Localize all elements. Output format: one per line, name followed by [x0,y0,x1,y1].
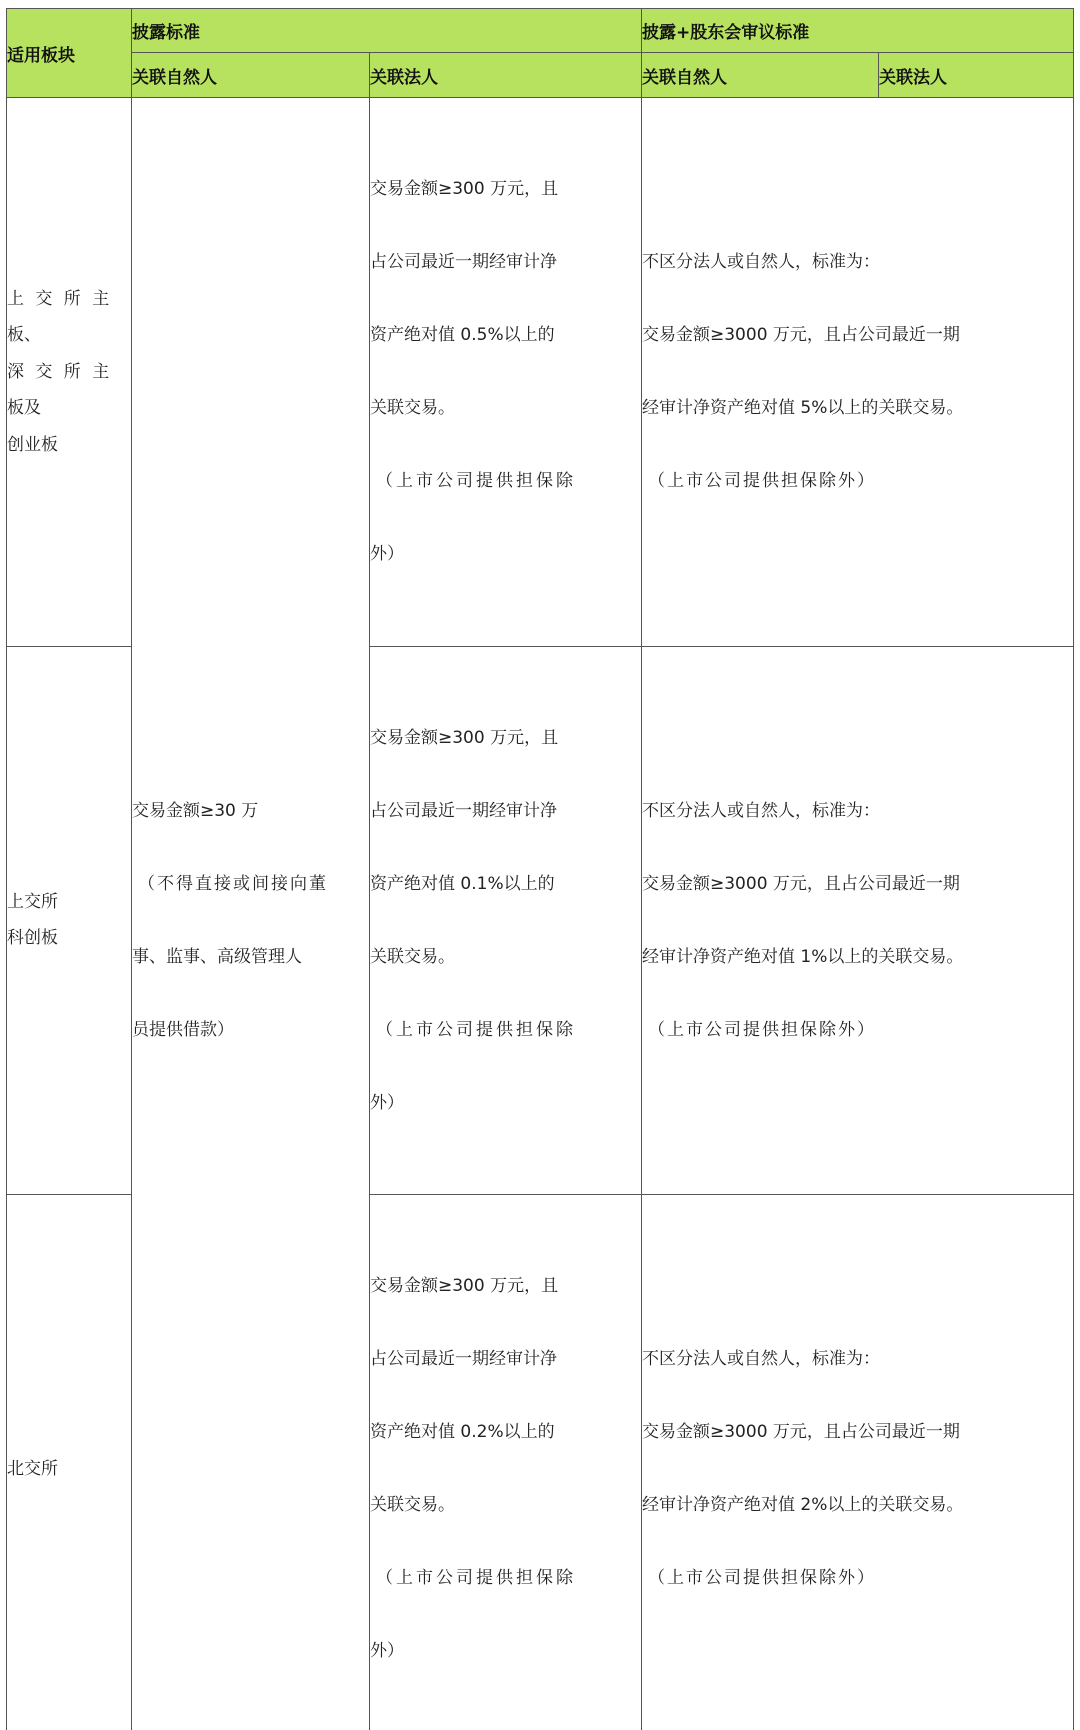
natural-person-line: 事、监事、高级管理人 [132,939,369,976]
legal-line: 资产绝对值 0.2%以上的 [370,1414,641,1451]
legal-line: （上市公司提供担保除 [370,1560,641,1597]
meeting-standard-cell [642,1195,1074,1730]
meeting-line: 交易金额≥3000 万元，且占公司最近一期 [642,1414,1073,1451]
header-legal-person-meeting: 关联法人 [879,53,1074,98]
board-line: 北交所 [7,1451,131,1488]
board-line: 上交所 [7,884,131,921]
meeting-line: 交易金额≥3000 万元，且占公司最近一期 [642,866,1073,903]
legal-line: 关联交易。 [370,939,641,976]
meeting-line: （上市公司提供担保除外） [642,463,1073,500]
legal-person-disclosure-cell [370,98,642,647]
legal-person-disclosure-cell [370,646,642,1195]
legal-line: （上市公司提供担保除 [370,463,641,500]
header-natural-person-disclosure: 关联自然人 [132,53,370,98]
natural-person-line: （不得直接或间接向董 [132,866,369,903]
meeting-line: 不区分法人或自然人，标准为： [642,244,1073,281]
natural-person-line: 员提供借款） [132,1012,369,1049]
legal-line: 占公司最近一期经审计净 [370,793,641,830]
legal-line: 资产绝对值 0.5%以上的 [370,317,641,354]
natural-person-disclosure-cell [132,98,370,1730]
meeting-line: （上市公司提供担保除外） [642,1560,1073,1597]
legal-line: 外） [370,536,641,573]
legal-line: （上市公司提供担保除 [370,1012,641,1049]
header-natural-person-meeting: 关联自然人 [642,53,879,98]
header-board: 适用板块 [7,9,132,98]
legal-line: 外） [370,1085,641,1122]
legal-line: 关联交易。 [370,390,641,427]
board-cell [7,1195,132,1730]
meeting-line: 不区分法人或自然人，标准为： [642,1341,1073,1378]
board-line: 深 交 所 主 [7,354,131,391]
legal-line: 占公司最近一期经审计净 [370,244,641,281]
legal-line: 占公司最近一期经审计净 [370,1341,641,1378]
board-cell [7,98,132,647]
board-line: 创业板 [7,427,131,464]
board-cell [7,646,132,1195]
board-line: 科创板 [7,920,131,957]
header-disclosure-meeting-standard: 披露+股东会审议标准 [642,9,1074,53]
meeting-standard-cell [642,646,1074,1195]
legal-line: 资产绝对值 0.1%以上的 [370,866,641,903]
table-row [7,98,1074,647]
legal-line: 交易金额≥300 万元，且 [370,171,641,208]
related-party-disclosure-table [6,8,1074,1730]
meeting-line: （上市公司提供担保除外） [642,1012,1073,1049]
meeting-line: 经审计净资产绝对值 5%以上的关联交易。 [642,390,1073,427]
legal-line: 外） [370,1633,641,1670]
legal-line: 交易金额≥300 万元，且 [370,720,641,757]
legal-person-disclosure-cell [370,1195,642,1730]
header-legal-person-disclosure: 关联法人 [370,53,642,98]
meeting-line: 经审计净资产绝对值 1%以上的关联交易。 [642,939,1073,976]
legal-line: 关联交易。 [370,1487,641,1524]
board-line: 上 交 所 主 [7,281,131,318]
meeting-line: 经审计净资产绝对值 2%以上的关联交易。 [642,1487,1073,1524]
meeting-line: 不区分法人或自然人，标准为： [642,793,1073,830]
header-disclosure-standard: 披露标准 [132,9,642,53]
natural-person-line: 交易金额≥30 万 [132,793,369,830]
meeting-standard-cell [642,98,1074,647]
board-line: 板、 [7,317,131,354]
legal-line: 交易金额≥300 万元，且 [370,1268,641,1305]
meeting-line: 交易金额≥3000 万元，且占公司最近一期 [642,317,1073,354]
board-line: 板及 [7,390,131,427]
